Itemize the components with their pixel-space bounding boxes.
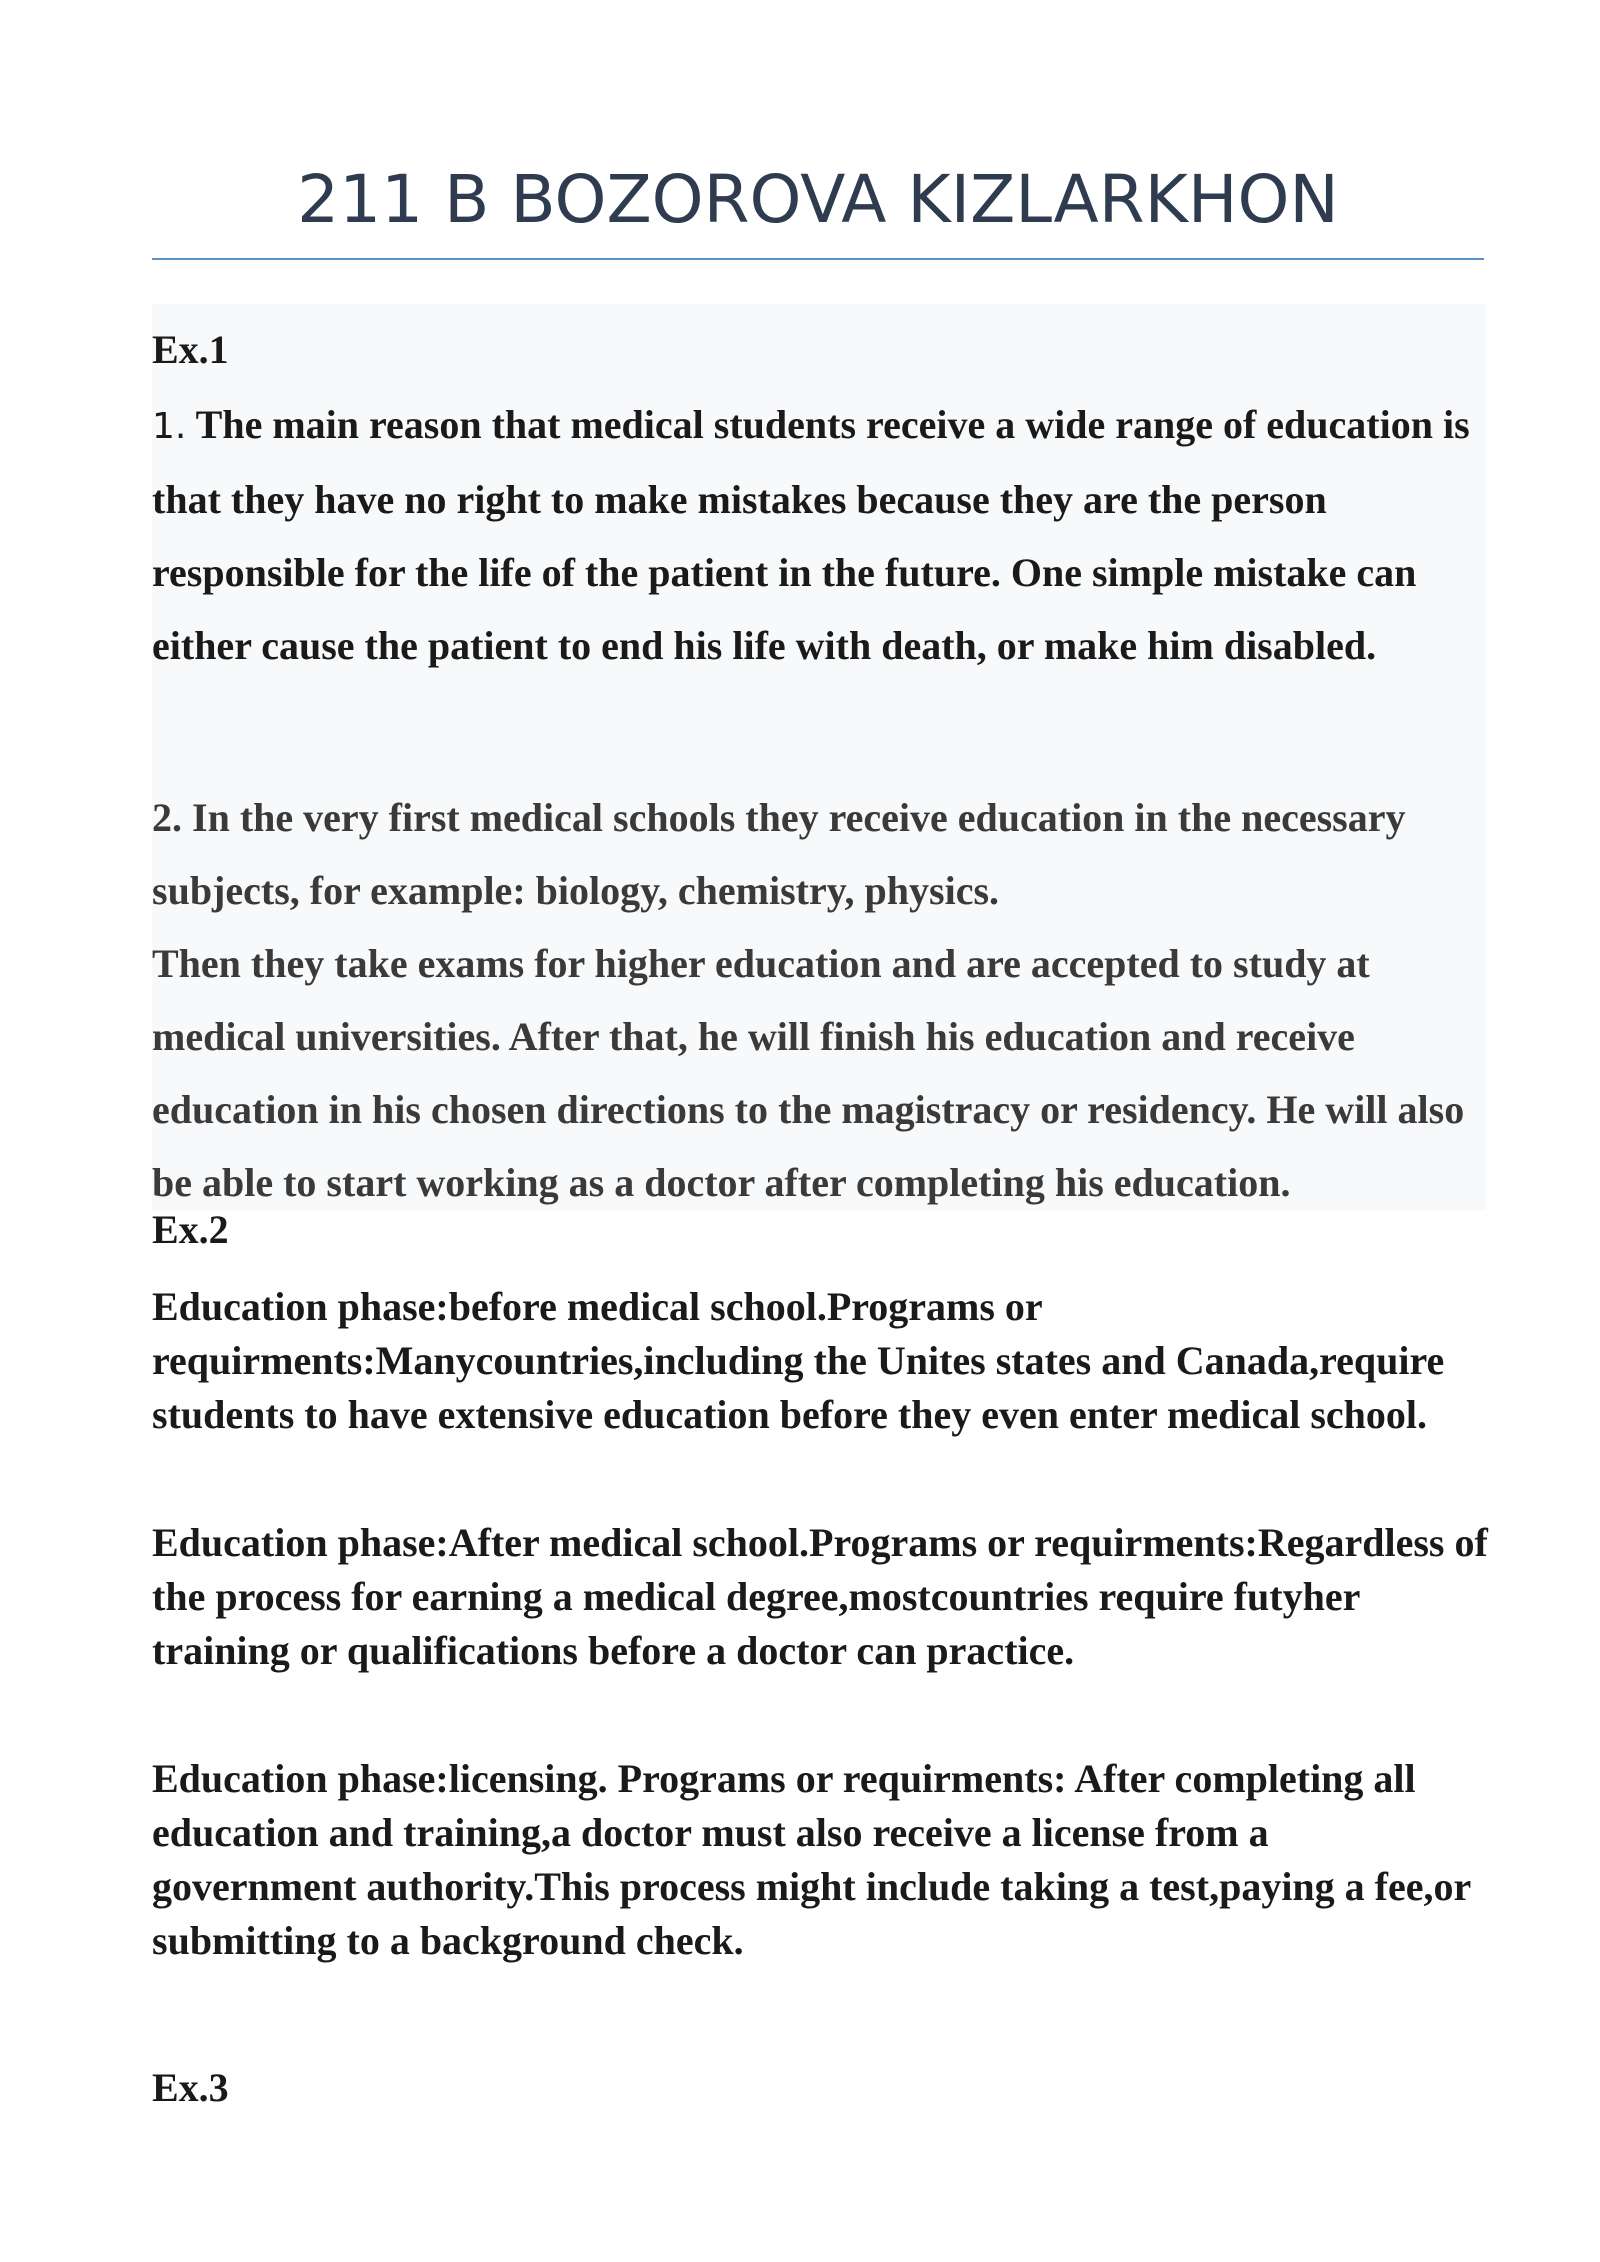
document-title: 211 B BOZOROVA KIZLARKHON xyxy=(297,161,1339,238)
ex1-item1 xyxy=(152,388,1482,682)
title-underline xyxy=(152,258,1484,260)
ex1-item1-text: The main reason that medical students receive a wide range of education is that they have no right to make mistakes because they are the person responsible for the life of the patient in the future. One simple mistake can either cause the patient to end his life with death, or make him disabled. xyxy=(152,402,1470,668)
ex3-heading: Ex.3 xyxy=(152,2065,229,2110)
ex1-item2-line1: 2. In the very first medical schools they receive education in the necessary subjects, for example: biology, chemistry, physics. xyxy=(152,795,1406,913)
ex2-paragraph-after-school: Education phase:After medical school.Programs or requirments:Regardless of the process for earning a medical degree,mostcountries require futyher training or qualifications before a doctor can practice. xyxy=(152,1520,1488,1673)
ex2-paragraph-before-school: Education phase:before medical school.Programs or requirments:Manycountries,including the Unites states and Canada,require students to have extensive education before they even enter medical school. xyxy=(152,1284,1445,1437)
ex2-paragraph-licensing: Education phase:licensing. Programs or requirments: After completing all education and training,a doctor must also receive a license from a government authority.This process might include taking a test,paying a fee,or submitting to a background check. xyxy=(152,1756,1471,1963)
ex1-item2-line2: Then they take exams for higher education and are accepted to study at medical universities. After that, he will finish his education and receive education in his chosen directions to the magistracy or residency. He will also be able to start working as a doctor after completing his education. xyxy=(152,941,1465,1205)
ex1-item1-number: 1. xyxy=(152,406,187,447)
ex1-heading: Ex.1 xyxy=(152,327,229,372)
ex2-heading: Ex.2 xyxy=(152,1207,229,1252)
